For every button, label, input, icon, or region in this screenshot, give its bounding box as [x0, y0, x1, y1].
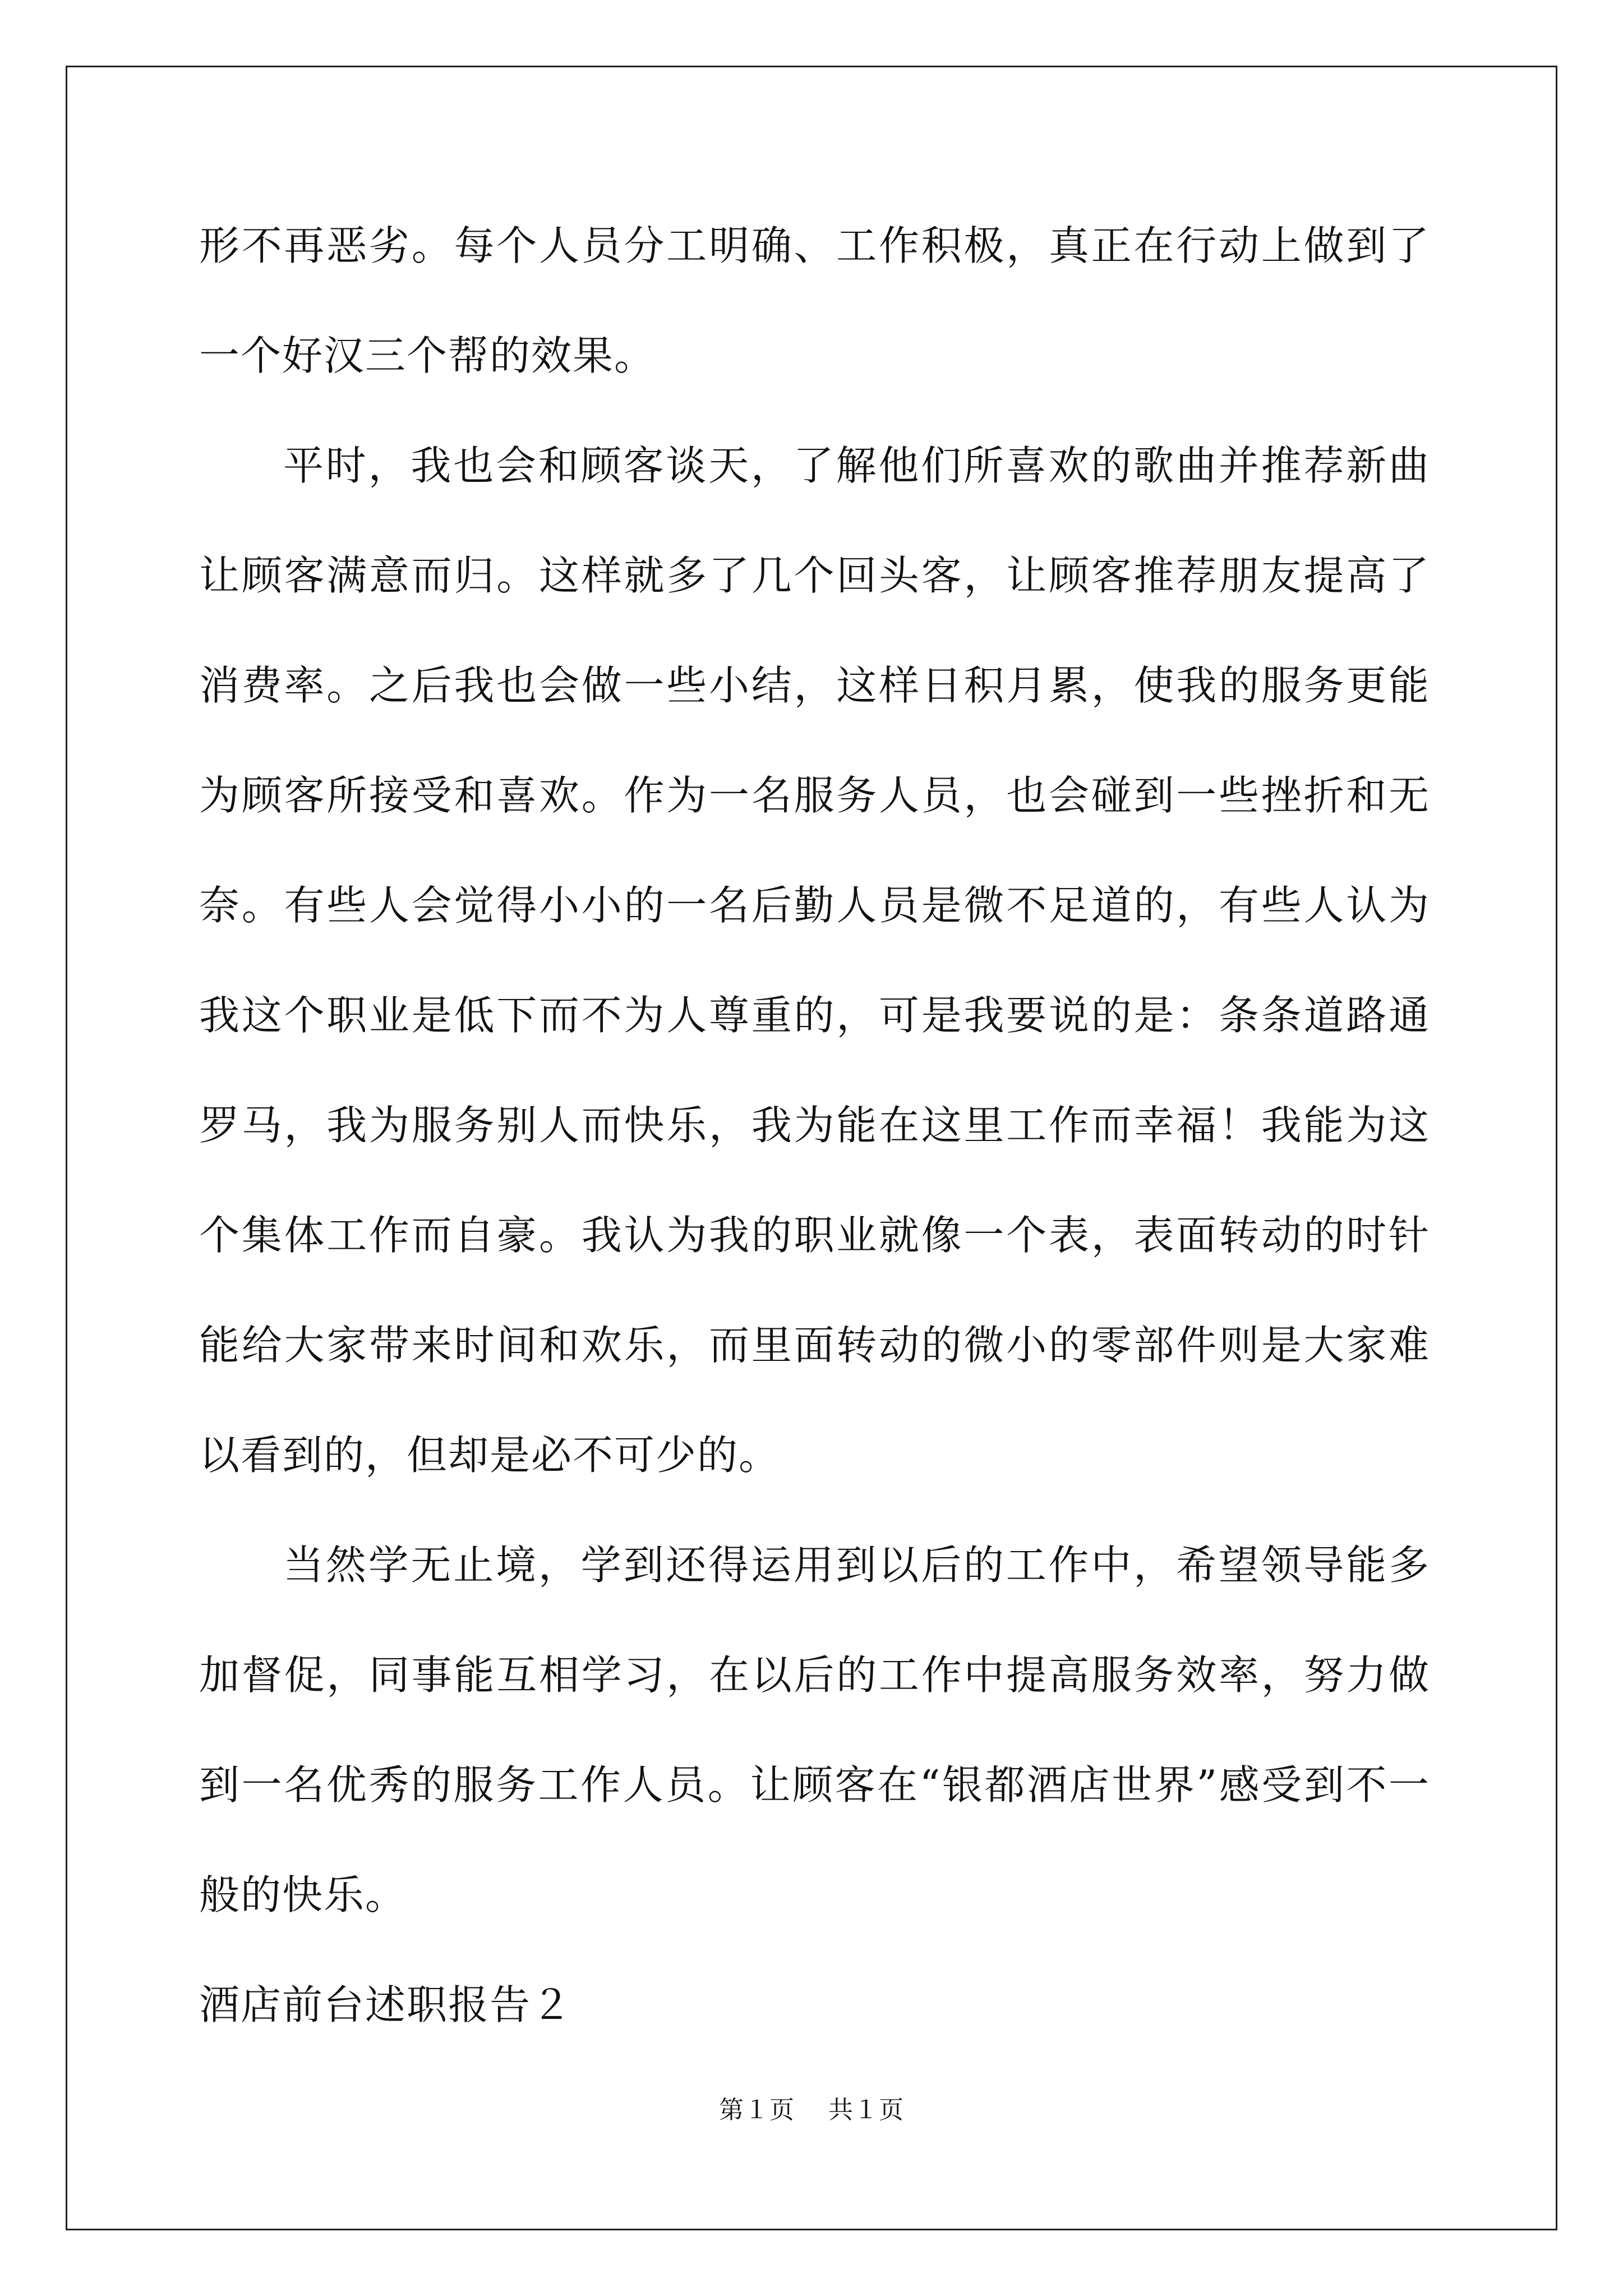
- page-total: 共１页: [828, 2096, 904, 2124]
- paragraph-1: 形不再恶劣。每个人员分工明确、工作积极，真正在行动上做到了一个好汉三个帮的效果。: [199, 222, 1430, 379]
- paragraph-3: 当然学无止境，学到还得运用到以后的工作中，希望领导能多加督促，同事能互相学习，在以后的工作中提高服务效率，努力做到一名优秀的服务工作人员。让顾客在“银都酒店世界”感受到不一般的快乐。: [199, 1542, 1430, 1918]
- document-body: [199, 191, 1430, 2060]
- paragraph-2: 平时，我也会和顾客谈天，了解他们所喜欢的歌曲并推荐新曲让顾客满意而归。这样就多了几个回头客，让顾客推荐朋友提高了消费率。之后我也会做一些小结，这样日积月累，使我的服务更能为顾客所接受和喜欢。作为一名服务人员，也会碰到一些挫折和无奈。有些人会觉得小小的一名后勤人员是微不足道的，有些人认为我这个职业是低下而不为人尊重的，可是我要说的是：条条道路通罗马，我为服务别人而快乐，我为能在这里工作而幸福！我能为这个集体工作而自豪。我认为我的职业就像一个表，表面转动的时针能给大家带来时间和欢乐，而里面转动的微小的零部件则是大家难以看到的，但却是必不可少的。: [199, 442, 1430, 1479]
- page-number: 第１页: [719, 2096, 795, 2124]
- section-heading: 酒店前台述职报告２: [199, 1981, 573, 2028]
- page-footer: [0, 2093, 1623, 2127]
